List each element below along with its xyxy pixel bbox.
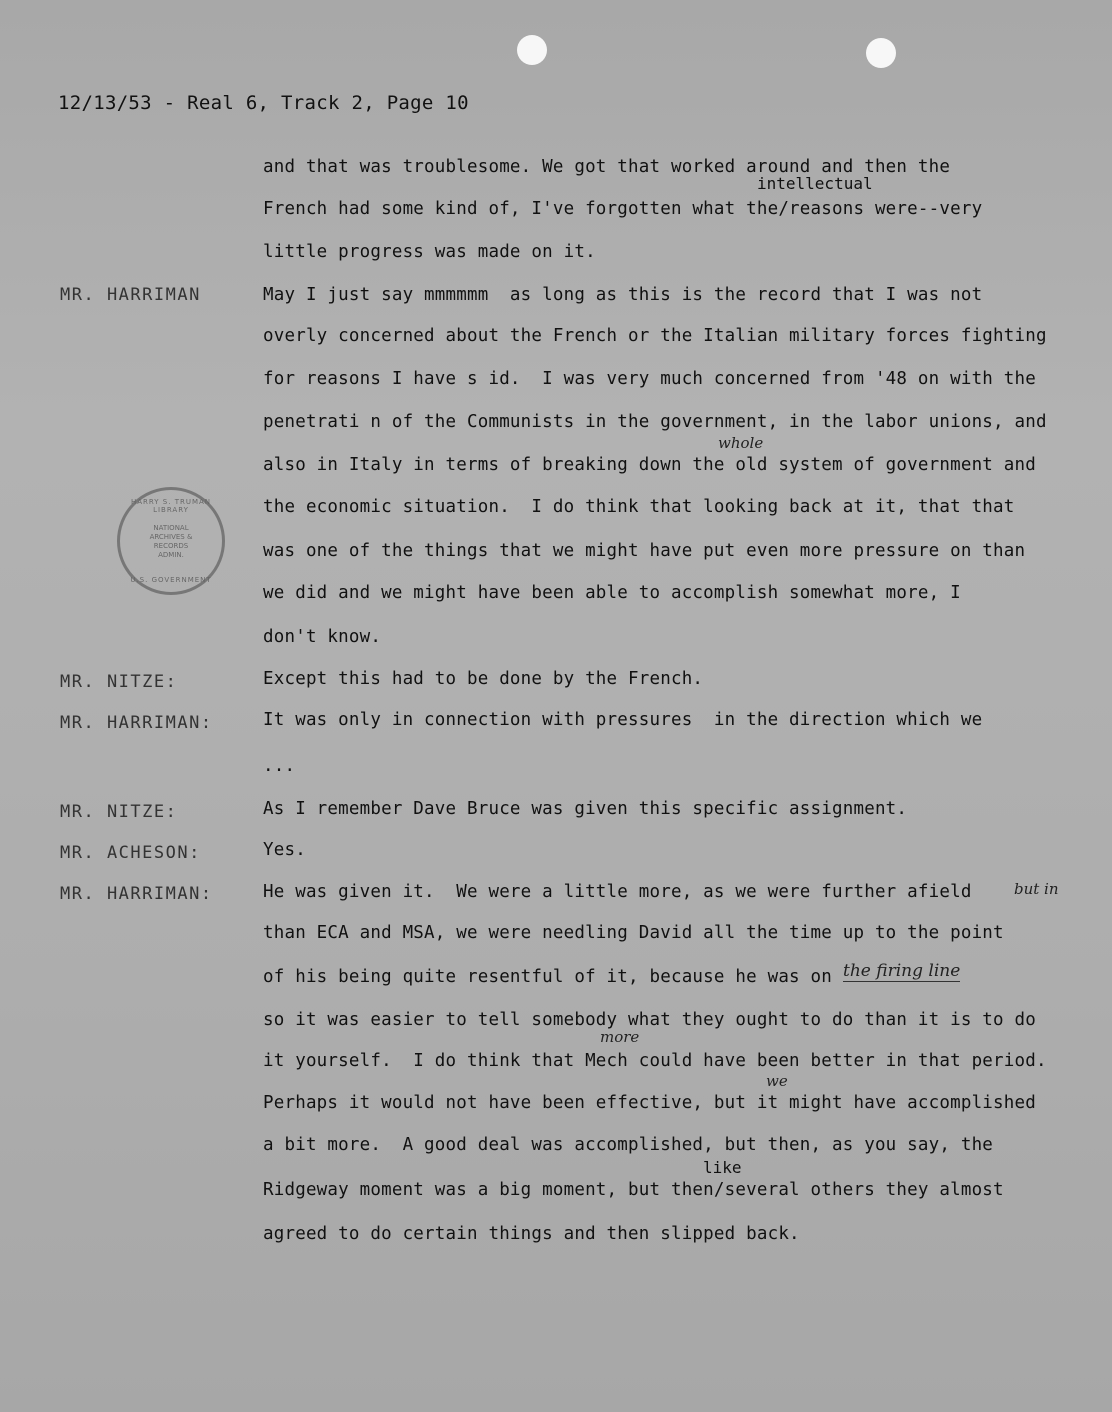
handwritten-insertion: but in xyxy=(1014,880,1059,898)
typed-insertion: intellectual xyxy=(757,174,873,193)
transcript-line: for reasons I have s id. I was very much concerned from '48 on with the xyxy=(263,369,1036,389)
stamp-inner: NATIONAL ARCHIVES & RECORDS ADMIN. xyxy=(149,524,193,559)
speaker-label: MR. NITZE: xyxy=(60,672,178,692)
transcript-line: Except this had to be done by the French. xyxy=(263,669,704,689)
transcript-line: ... xyxy=(263,756,296,776)
transcript-line: was one of the things that we might have put even more pressure on than xyxy=(263,541,1026,561)
stamp-ring-bottom: U.S. GOVERNMENT xyxy=(130,576,212,584)
punch-hole xyxy=(517,35,547,65)
transcript-line: it yourself. I do think that Mech could have been better in that period. xyxy=(263,1051,1047,1071)
transcript-line: don't know. xyxy=(263,627,382,647)
transcript-line: than ECA and MSA, we were needling David all the time up to the point xyxy=(263,923,1004,943)
transcript-line: little progress was made on it. xyxy=(263,242,596,262)
transcript-line: Ridgeway moment was a big moment, but then/several others they almost xyxy=(263,1180,1004,1200)
handwritten-insertion: more xyxy=(600,1028,640,1046)
transcript-line: Yes. xyxy=(263,840,306,860)
transcript-line: a bit more. A good deal was accomplished, but then, as you say, the xyxy=(263,1135,994,1155)
handwritten-insertion: the firing line xyxy=(843,961,961,981)
transcript-line: Perhaps it would not have been effective, but it might have accomplished xyxy=(263,1093,1036,1113)
transcript-line: so it was easier to tell somebody what they ought to do than it is to do xyxy=(263,1010,1036,1030)
transcript-line: As I remember Dave Bruce was given this specific assignment. xyxy=(263,799,908,819)
transcript-line: penetrati n of the Communists in the government, in the labor unions, and xyxy=(263,412,1047,432)
handwritten-insertion: whole xyxy=(718,434,764,452)
handwritten-insertion: we xyxy=(766,1072,788,1090)
speaker-label: MR. ACHESON: xyxy=(60,843,201,863)
speaker-label: MR. NITZE: xyxy=(60,802,178,822)
transcript-line: we did and we might have been able to accomplish somewhat more, I xyxy=(263,583,961,603)
transcript-line: and that was troublesome. We got that worked around and then the xyxy=(263,157,951,177)
speaker-label: MR. HARRIMAN: xyxy=(60,713,213,733)
punch-hole xyxy=(866,38,896,68)
typed-insertion: like xyxy=(703,1158,742,1177)
transcript-line: overly concerned about the French or the Italian military forces fighting xyxy=(263,326,1047,346)
stamp-ring-top: HARRY S. TRUMAN LIBRARY xyxy=(130,498,212,514)
transcript-line: also in Italy in terms of breaking down the old system of government and xyxy=(263,455,1036,475)
page-header: 12/13/53 - Real 6, Track 2, Page 10 xyxy=(58,92,469,114)
transcript-line: agreed to do certain things and then slipped back. xyxy=(263,1224,800,1244)
transcript-line: He was given it. We were a little more, as we were further afield xyxy=(263,882,972,902)
transcript-line: It was only in connection with pressures in the direction which we xyxy=(263,710,983,730)
transcript-line: the economic situation. I do think that looking back at it, that that xyxy=(263,497,1015,517)
speaker-label: MR. HARRIMAN: xyxy=(60,884,213,904)
transcript-line: French had some kind of, I've forgotten what the/reasons were--very xyxy=(263,199,983,219)
transcript-line: of his being quite resentful of it, because he was on xyxy=(263,967,833,987)
speaker-label: MR. HARRIMAN xyxy=(60,285,201,305)
archive-stamp xyxy=(117,487,225,595)
transcript-line: May I just say mmmmmm as long as this is the record that I was not xyxy=(263,285,983,305)
